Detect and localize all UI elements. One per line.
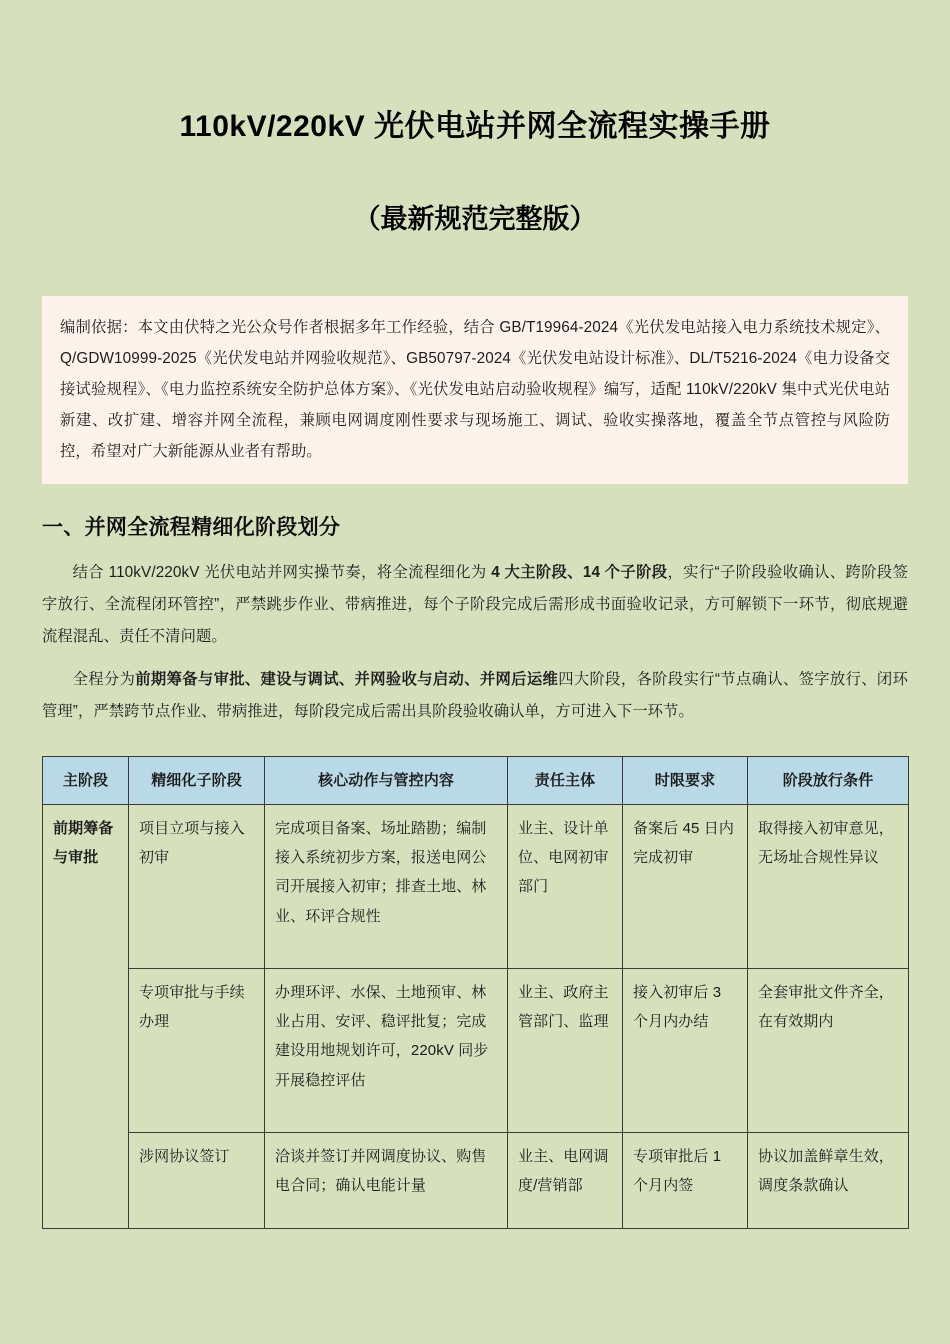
cell-substage: 项目立项与接入初审 [129,804,265,968]
cell-deadline: 专项审批后 1 个月内签 [623,1132,748,1228]
cell-main-stage: 前期筹备与审批 [43,804,129,1228]
column-header-deadline: 时限要求 [623,756,748,804]
cell-release-condition: 全套审批文件齐全，在有效期内 [748,968,909,1132]
paragraph-2-after: 四大阶段，各阶段实行“节点确认、签字放行、闭环管理”，严禁跨节点作业、带病推进，每阶段完成后需出具阶段验收确认单，方可进入下一环节。 [42,671,908,721]
table-row [43,1132,909,1228]
compilation-basis-box [42,296,908,484]
table-row [43,968,909,1132]
section-paragraph-2 [42,652,908,727]
cell-release-condition: 协议加盖鲜章生效，调度条款确认 [748,1132,909,1228]
paragraph-2-before: 全程分为 [72,671,136,689]
cell-responsible: 业主、设计单位、电网初审部门 [508,804,623,968]
cell-actions: 办理环评、水保、土地预审、林业占用、安评、稳评批复；完成建设用地规划许可，220kV 同步开展稳控评估 [265,968,508,1132]
cell-responsible: 业主、政府主管部门、监理 [508,968,623,1132]
column-header-main-stage: 主阶段 [43,756,129,804]
paragraph-1-bold: 4 大主阶段、14 个子阶段 [491,564,668,582]
compilation-basis-text: 编制依据：本文由伏特之光公众号作者根据多年工作经验，结合 GB/T19964-2024《光伏发电站接入电力系统技术规定》、Q/GDW10999-2025《光伏发电站并网验收规范》、GB50797-2024《光伏发电站设计标准》、DL/T5216-2024《电力设备交接试验规程》、《电力监控系统安全防护总体方案》、《光伏发电站启动验收规程》编写，适配 110kV/220kV 集中式光伏电站新建、改扩建、增容并网全流程，兼顾电网调度刚性要求与现场施工、调试、验收实操落地，覆盖全节点管控与风险防控，希望对广大新能源从业者有帮助。 [60,319,890,461]
cell-responsible: 业主、电网调度/营销部 [508,1132,623,1228]
paragraph-1-after: ，实行“子阶段验收确认、跨阶段签字放行、全流程闭环管控”，严禁跳步作业、带病推进，每个子阶段完成后需形成书面验收记录，方可解锁下一环节，彻底规避流程混乱、责任不清问题。 [42,564,908,645]
cell-deadline: 备案后 45 日内完成初审 [623,804,748,968]
column-header-actions: 核心动作与管控内容 [265,756,508,804]
cell-actions: 洽谈并签订并网调度协议、购售电合同；确认电能计量 [265,1132,508,1228]
document-title: 110kV/220kV 光伏电站并网全流程实操手册 [179,110,771,143]
cell-substage: 涉网协议签订 [129,1132,265,1228]
column-header-responsible: 责任主体 [508,756,623,804]
cell-release-condition: 取得接入初审意见，无场址合规性异议 [748,804,909,968]
cell-actions: 完成项目备案、场址踏勘；编制接入系统初步方案，报送电网公司开展接入初审；排查土地、林业、环评合规性 [265,804,508,968]
cell-deadline: 接入初审后 3 个月内办结 [623,968,748,1132]
section-paragraph-1 [42,545,908,652]
paragraph-1-before: 结合 110kV/220kV 光伏电站并网实操节奏，将全流程细化为 [72,564,492,582]
paragraph-2-bold: 前期筹备与审批、建设与调试、并网验收与启动、并网后运维 [135,671,559,689]
table-header-row [43,756,909,804]
section-heading: 一、并网全流程精细化阶段划分 [42,516,341,540]
table-row [43,804,909,968]
cell-substage: 专项审批与手续办理 [129,968,265,1132]
column-header-release-condition: 阶段放行条件 [748,756,909,804]
document-subtitle: （最新规范完整版） [353,203,597,234]
column-header-substage: 精细化子阶段 [129,756,265,804]
process-stage-table [42,756,909,1229]
